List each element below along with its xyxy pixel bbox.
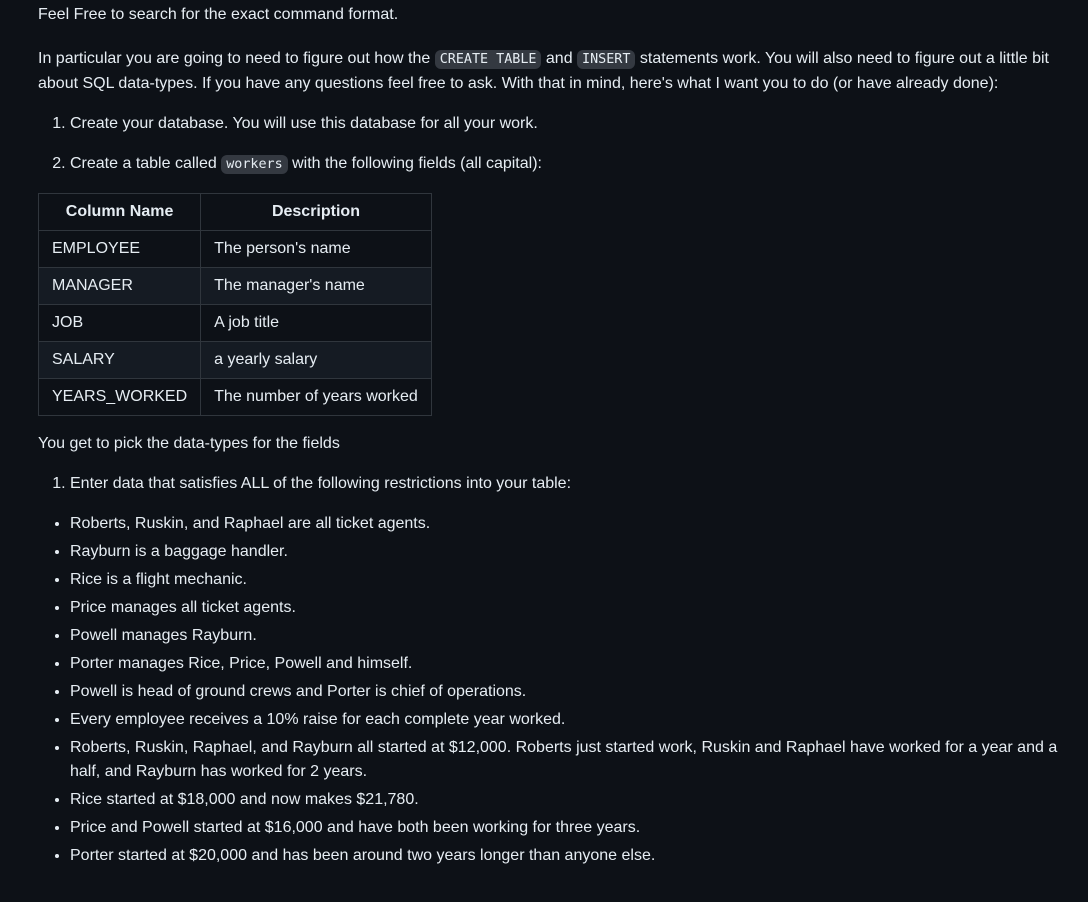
steps-list [38,112,1068,177]
table-cell: The number of years worked [201,379,432,416]
step-enter-data [70,472,1068,496]
step-text: with the following fields (all capital): [287,155,542,172]
step-create-database [70,112,1068,136]
table-row [39,342,432,379]
paragraph-text: statements work. You will also need to figure out a little bit about SQL data-types. If you have any questions feel free to ask. With that in mind, here's what I want you to do (or have already done): [38,50,1049,92]
table-row [39,231,432,268]
data-types-paragraph: You get to pick the data-types for the fields [38,435,340,452]
step-text: Create a table called [70,155,222,172]
list-item: • Every employee receives a 10% raise for each complete year worked. [70,708,1068,732]
inline-code-workers: workers [221,155,287,174]
step-create-table [70,152,1068,177]
table-header-column-name: Column Name [39,194,201,231]
list-item: • Rice is a flight mechanic. [70,568,1068,592]
table-cell: JOB [39,305,201,342]
inline-code-create-table: CREATE TABLE [435,50,542,69]
list-item: • Porter started at $20,000 and has been around two years longer than anyone else. [70,844,1068,868]
table-cell: MANAGER [39,268,201,305]
list-item: • Price and Powell started at $16,000 and have both been working for three years. [70,816,1068,840]
list-item: • Powell is head of ground crews and Porter is chief of operations. [70,680,1068,704]
inline-code-insert: INSERT [577,50,635,69]
table-header-description: Description [201,194,432,231]
table-cell: YEARS_WORKED [39,379,201,416]
restrictions-list [38,512,1068,868]
list-item: • Roberts, Ruskin, Raphael, and Rayburn all started at $12,000. Roberts just started work, Ruskin and Raphael have worked for a year and a half, and Rayburn has worked for 2 years. [70,736,1068,784]
table-row [39,268,432,305]
table-cell: A job title [201,305,432,342]
step-text: Create your database. You will use this database for all your work. [70,115,538,132]
paragraph-text: and [541,50,578,67]
table-cell: SALARY [39,342,201,379]
table-row [39,379,432,416]
table-header-row [39,194,432,231]
paragraph-text: In particular you are going to need to figure out how the [38,50,435,67]
step-text: Enter data that satisfies ALL of the following restrictions into your table: [70,475,572,492]
list-item: • Rice started at $18,000 and now makes $21,780. [70,788,1068,812]
table-cell: EMPLOYEE [39,231,201,268]
list-item: • Roberts, Ruskin, and Raphael are all ticket agents. [70,512,1068,536]
fields-table [38,193,432,416]
table-row [39,305,432,342]
table-cell: The manager's name [201,268,432,305]
sql-statements-paragraph [38,47,1068,96]
table-cell: The person's name [201,231,432,268]
enter-data-list [38,472,1068,496]
list-item: • Rayburn is a baggage handler. [70,540,1068,564]
list-item: • Porter manages Rice, Price, Powell and himself. [70,652,1068,676]
intro-paragraph: Feel Free to search for the exact command format. [38,6,399,23]
list-item: • Powell manages Rayburn. [70,624,1068,648]
table-cell: a yearly salary [201,342,432,379]
list-item: • Price manages all ticket agents. [70,596,1068,620]
